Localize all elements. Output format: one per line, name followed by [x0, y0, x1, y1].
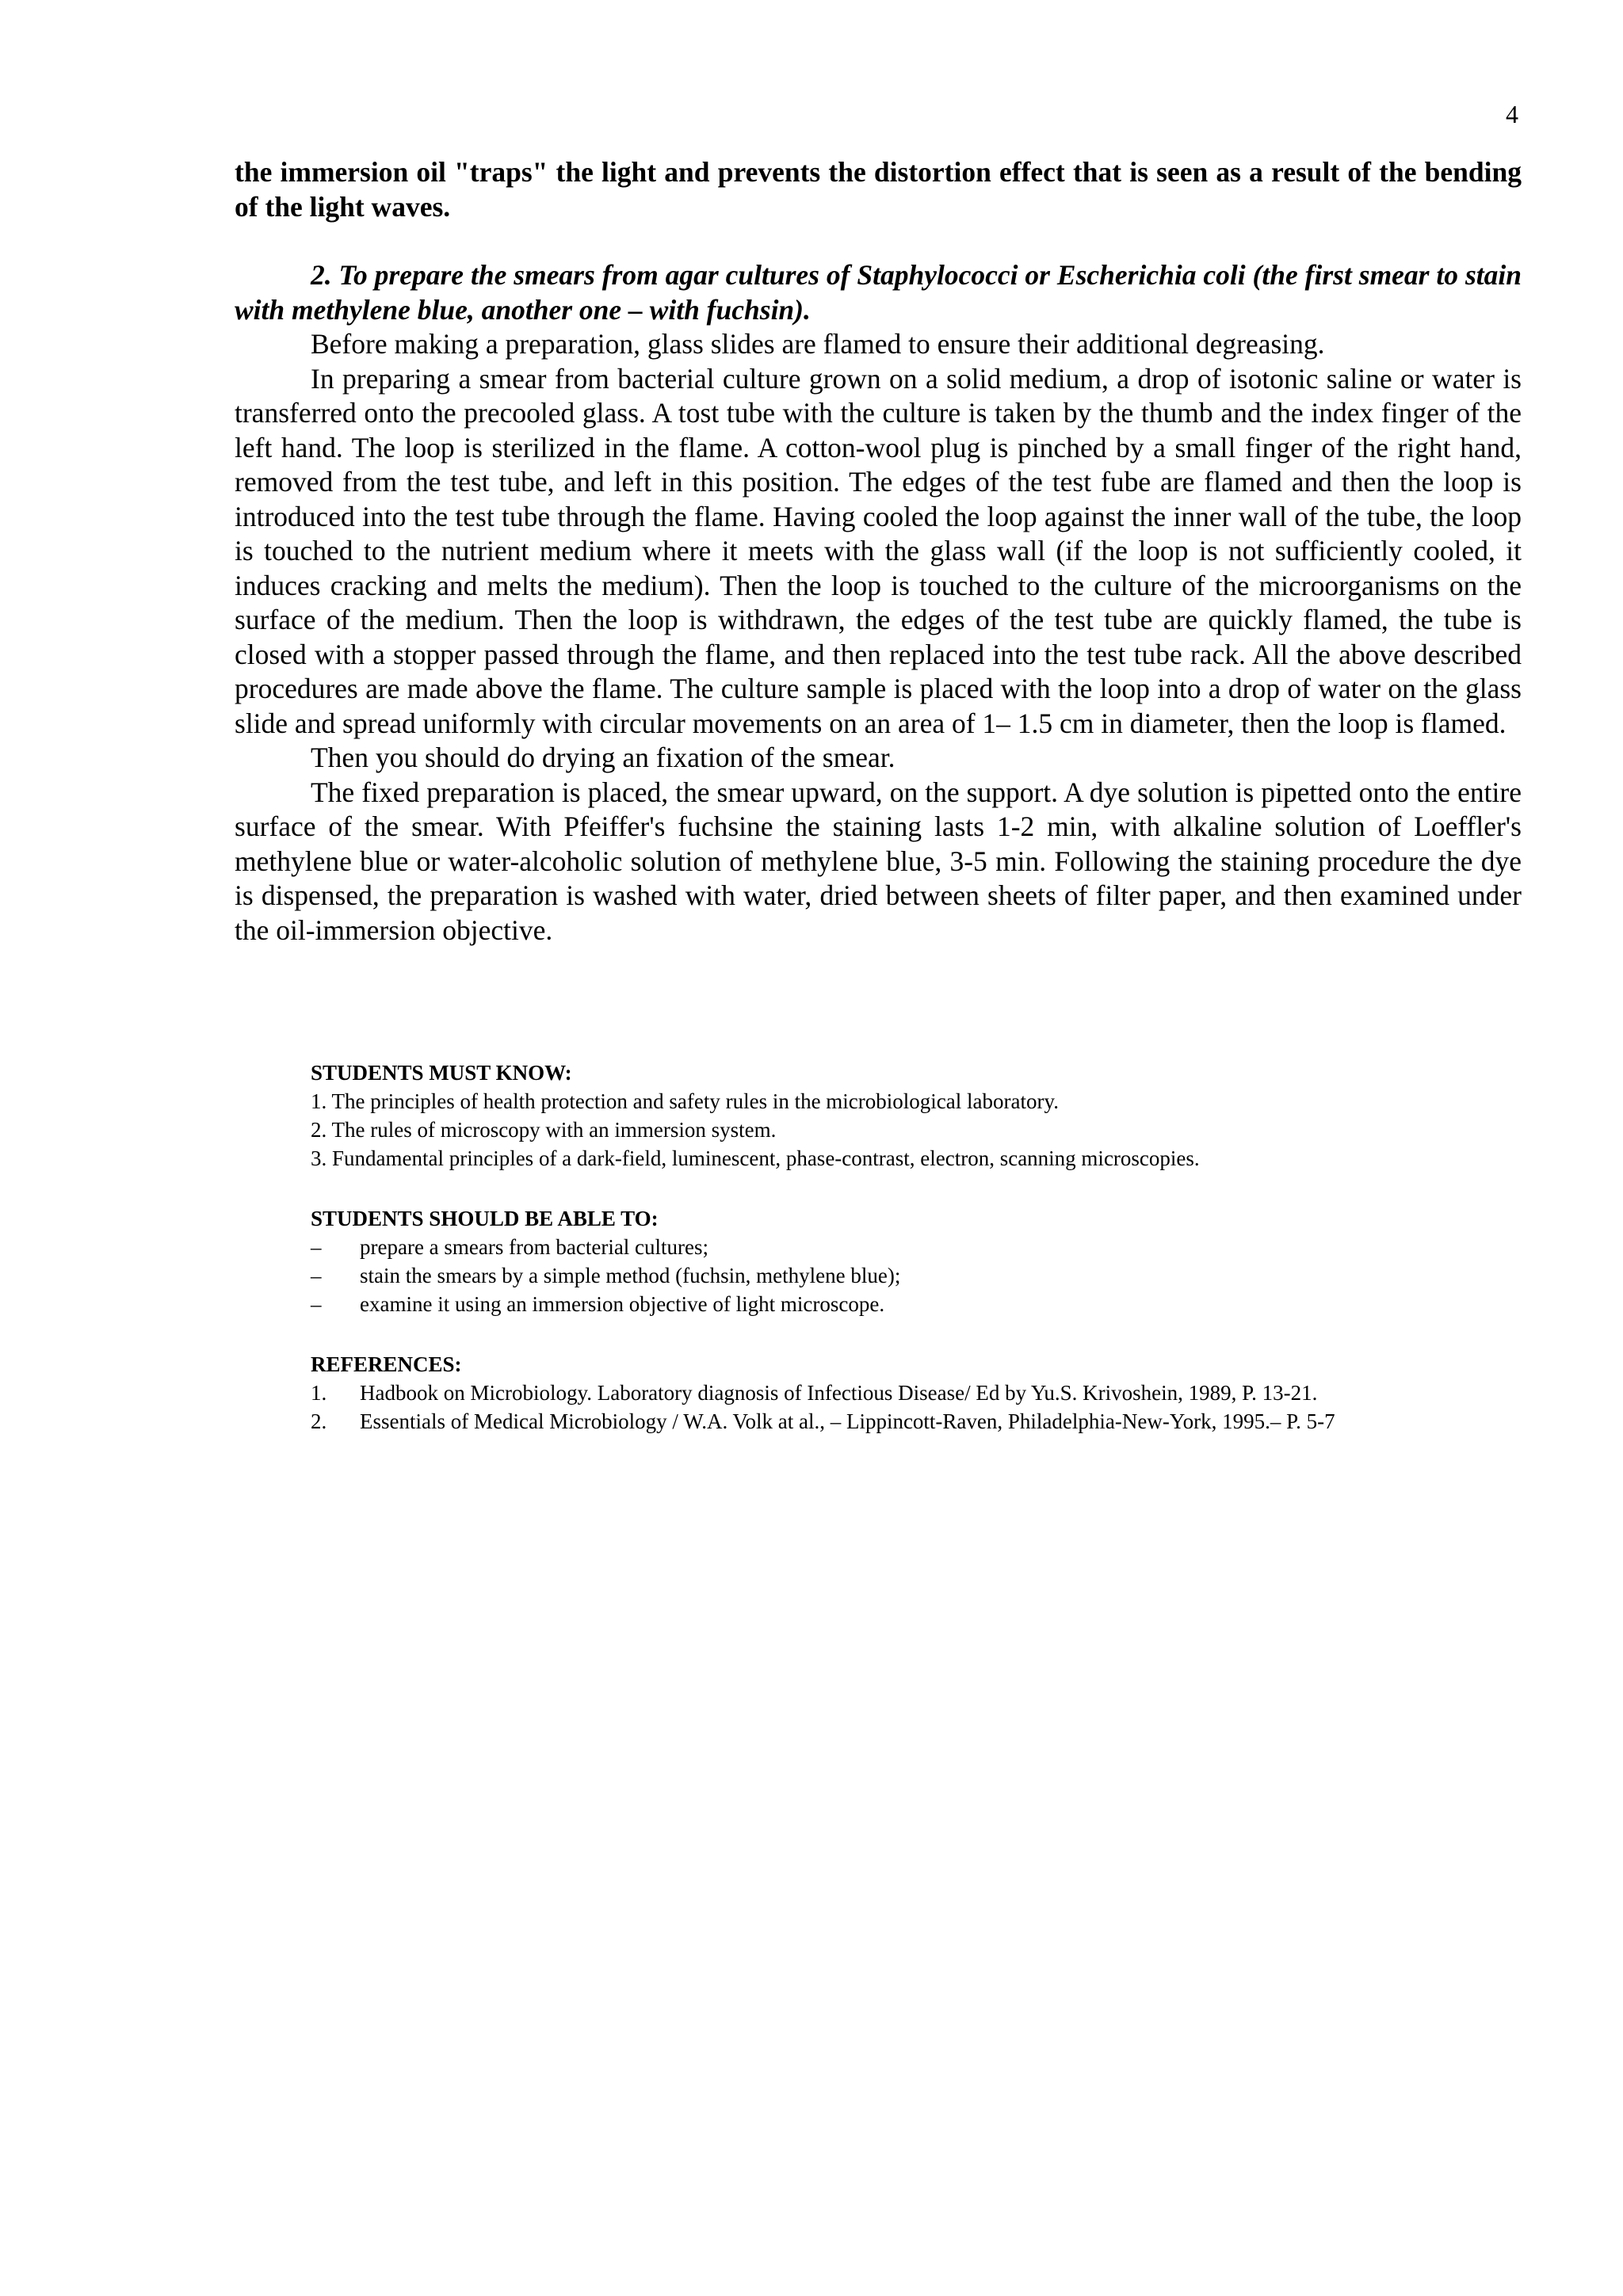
- task-heading: 2. To prepare the smears from agar cultures of Staphylococci or Escherichia coli (the first smear to stain with methylene blue, another one – with fuchsin).: [235, 259, 1522, 326]
- main-text: [235, 155, 1522, 948]
- intro-paragraph: the immersion oil "traps" the light and prevents the distortion effect that is seen as a result of the bending of the light waves.: [235, 156, 1522, 223]
- list-item: 3. Fundamental principles of a dark-field, luminescent, phase-contrast, electron, scanning microscopies.: [311, 1146, 1200, 1170]
- list-item: 2. The rules of microscopy with an immersion system.: [311, 1118, 777, 1142]
- should-be-able-title: STUDENTS SHOULD BE ABLE TO:: [311, 1207, 659, 1230]
- paragraph-fixation: Then you should do drying an fixation of the smear.: [311, 742, 896, 773]
- references-list: [311, 1379, 1547, 1436]
- list-item: 1. The principles of health protection and safety rules in the microbiological laboratory.: [311, 1089, 1059, 1113]
- list-item: – examine it using an immersion objective of light microscope.: [311, 1290, 1547, 1318]
- paragraph-degreasing: Before making a preparation, glass slides are flamed to ensure their additional degreasing.: [311, 328, 1325, 360]
- paragraph-staining: The fixed preparation is placed, the smear upward, on the support. A dye solution is pipetted onto the entire surface of the smear. With Pfeiffer's fuchsine the staining lasts 1-2 min, with alkaline solution of Loeffler's methylene blue or water-alcoholic solution of methylene blue, 3-5 min. Following the staining procedure the dye is dispensed, the preparation is washed with water, dried between sheets of filter paper, and then examined under the oil-immersion objective.: [235, 776, 1522, 946]
- should-be-able-list: [311, 1233, 1547, 1318]
- dash-bullet: –: [311, 1264, 322, 1287]
- requirements-section: [311, 1058, 1547, 1436]
- paragraph-smear-procedure: In preparing a smear from bacterial culture grown on a solid medium, a drop of isotonic saline or water is transferred onto the precooled glass. A tost tube with the culture is taken by the thumb and the index finger of the left hand. The loop is sterilized in the flame. A cotton-wool plug is pinched by a small finger of the right hand, removed from the test tube, and left in this position. The edges of the test fube are flamed and then the loop is introduced into the test tube through the flame. Having cooled the loop against the inner wall of the tube, the loop is touched to the nutrient medium where it meets with the glass wall (if the loop is not sufficiently cooled, it induces cracking and melts the medium). Then the loop is touched to the culture of the microorganisms on the surface of the medium. Then the loop is withdrawn, the edges of the test tube are quickly flamed, the tube is closed with a stopper passed through the flame, and then replaced into the test tube rack. All the above described procedures are made above the flame. The culture sample is placed with the loop into a drop of water on the glass slide and spread uniformly with circular movements on an area of 1– 1.5 cm in diameter, then the loop is flamed.: [235, 362, 1522, 739]
- must-know-list: [311, 1087, 1547, 1173]
- reference-item: 2. Essentials of Medical Microbiology / W.A. Volk at al., – Lippincott-Raven, Philadelphia-New-York, 1995.– P. 5-7: [311, 1409, 1335, 1433]
- must-know-title: STUDENTS MUST KNOW:: [311, 1061, 572, 1085]
- list-item: – prepare a smears from bacterial cultures;: [311, 1233, 1547, 1261]
- dash-bullet: –: [311, 1235, 322, 1259]
- reference-item: 1. Hadbook on Microbiology. Laboratory diagnosis of Infectious Disease/ Ed by Yu.S. Krivoshein, 1989, P. 13-21.: [311, 1381, 1318, 1405]
- dash-bullet: –: [311, 1292, 322, 1316]
- list-item: – stain the smears by a simple method (fuchsin, methylene blue);: [311, 1261, 1547, 1290]
- page-number: 4: [1506, 100, 1518, 128]
- references-title: REFERENCES:: [311, 1352, 462, 1376]
